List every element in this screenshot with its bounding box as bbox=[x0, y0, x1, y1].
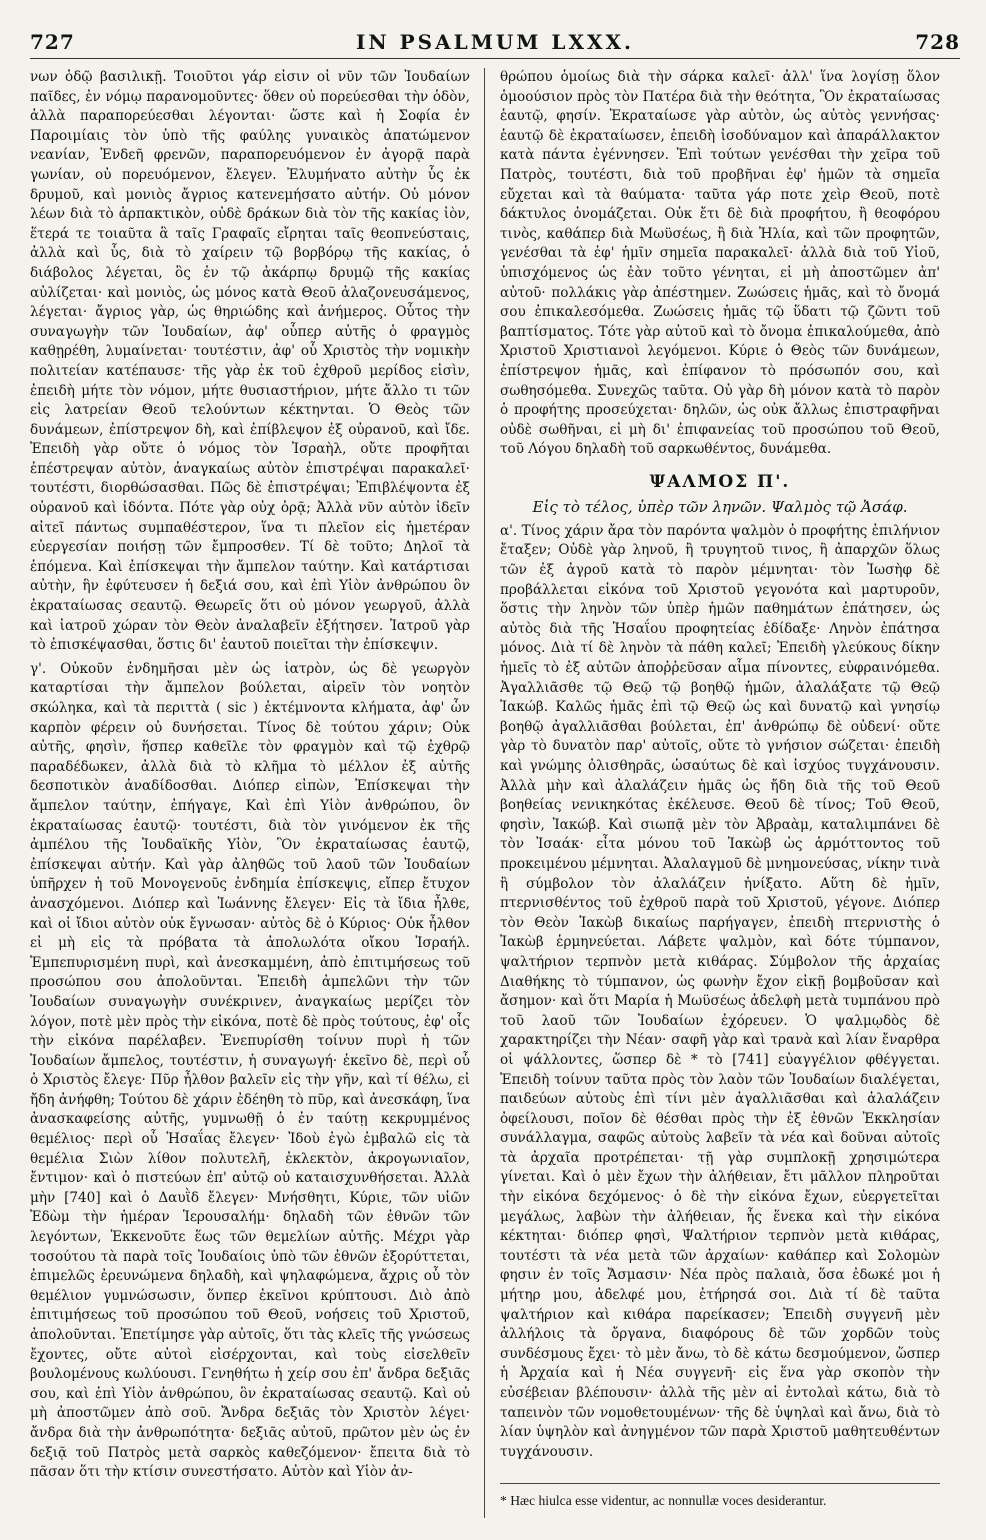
right-column bbox=[500, 68, 940, 1518]
page-number-left: 727 bbox=[30, 30, 75, 54]
psalm-heading: ΨΑΛΜΟΣ Π'. bbox=[649, 471, 791, 492]
text-columns bbox=[30, 68, 960, 1518]
right-paragraph-1: θρώπου ὁμοίως διὰ τὴν σάρκα καλεῖ· ἀλλ' ἵνα λογίσῃ ὅλον ὁμοούσιον πρὸς τὸν Πατέρα διὰ τὴν θεότητα, Ὃν ἐκραταίωσας ἑαυτῷ, φησίν. Ἐκραταίωσε γὰρ αὐτὸν, ὡς αὐτὸς γεννήσας· ἑαυτῷ δὲ ἐκραταίωσεν, ἐπειδὴ ἰσοδύναμον καὶ ἀπαράλλακτον κατὰ πάντα ἐγέννησεν. Ἐπὶ τούτων γενέσθαι τὴν χεῖρα τοῦ Πατρὸς, τουτέστι, διὰ τοῦ προβῆναι ἐφ' ἡμῶν τὰ σημεῖα εὔχεται καὶ τὰ θαύματα· ταῦτα γάρ ποτε χεὶρ Θεοῦ, ποτὲ δάκτυλος ὀνομάζεται. Οὐκ ἔτι δὲ διὰ προφήτου, ἢ θεοφόρου τινὸς, καθάπερ διὰ Μωϋσέως, ἢ διὰ Ἠλία, καὶ τῶν προφητῶν, γενέσθαι τὰ ἐφ' ἡμῖν σημεῖα παρακαλεῖ· ἀλλὰ διὰ τοῦ Υἱοῦ, ὑπισχόμενος ὡς ἐὰν τοῦτο γένηται, εἰ μὴ ἀποστῶμεν ἀπ' αὐτοῦ· πολλάκις γὰρ ἀπέστημεν. Ζωώσεις ἡμᾶς, καὶ τὸ ὄνομά σου ἐπικαλεσόμεθα. Ζωώσεις ἡμᾶς τῷ ὕδατι τῷ ζῶντι τοῦ βαπτίσματος. Τότε γὰρ αὐτοῦ καὶ τὸ ὄνομα ἐπικαλούμεθα, ἀπὸ Χριστοῦ Χριστιανοὶ λεγόμενοι. Κύριε ὁ Θεὸς τῶν δυνάμεων, ἐπίστρεψον ἡμᾶς, καὶ ἐπίφανον τὸ πρόσωπόν σου, καὶ σωθησόμεθα. Συνεχῶς ταῦτα. Οὐ γὰρ δὴ μόνον κατὰ τὸ παρὸν ὁ προφήτης προσεύχεται· δηλῶν, ὡς οὐκ ἄλλως ἐπιστραφῆναι οὐδὲ σωθῆναι, εἰ μὴ δι' ἐπιφανείας τοῦ προσώπου τοῦ Θεοῦ, τοῦ Λόγου δηλαδὴ τοῦ σαρκωθέντος, δυνάμεθα. bbox=[500, 69, 940, 458]
footnote-text: * Hæc hiulca esse videntur, ac nonnullæ voces desiderantur. bbox=[500, 1493, 827, 1508]
psalm-subtitle: Εἰς τὸ τέλος, ὑπὲρ τῶν ληνῶν. Ψαλμὸς τῷ Ἀσάφ. bbox=[532, 497, 908, 516]
column-divider bbox=[484, 68, 485, 1518]
page bbox=[30, 28, 960, 1518]
left-paragraph-1: νων ὁδῷ βασιλικῇ. Τοιοῦτοι γάρ εἰσιν οἱ νῦν τῶν Ἰουδαίων παῖδες, ἐν νόμῳ παρανομοῦντες· ὅθεν οὐ πορεύεσθαι τὴν ὁδὸν, ἀλλὰ παραπορεύεσθαι λέγονται· ὥστε καὶ ἡ Σοφία ἐν Παροιμίαις τὸν ὑπὸ τῆς φαύλης γυναικὸς ἀπατώμενον νεανίαν, Ἐνδεῆ φρενῶν, παραπορευόμενον ἐν ἀγορᾷ παρὰ γωνίαν, οὐ πορευόμενον, ἔλεγεν. Ἐλυμήνατο αὐτὴν ὗς ἐκ δρυμοῦ, καὶ μονιὸς ἄγριος κατενεμήσατο αὐτήν. Οὐ μόνον λέων διὰ τὸ ἁρπακτικὸν, οὐδὲ δράκων διὰ τὸν τῆς κακίας ἰὸν, ἕτερά τε τοιαῦτα ἃ ταῖς Γραφαῖς εἴρηται ταῖς θεοπνεύσταις, ἀλλὰ καὶ ὗς, διὰ τὸ χαίρειν τῷ βορβόρῳ τῆς κακίας, ὁ διάβολος λέγεται, ὃς ἐν τῷ ἀκάρπῳ δρυμῷ τῆς κακίας αὐλίζεται· καὶ μονιὸς, ὡς μόνος κατὰ Θεοῦ ἀλαζονευσάμενος, λέγεται· ἄγριος γὰρ, ὡς θηριώδης καὶ ἀνήμερος. Οὗτος τὴν συναγωγὴν τῶν Ἰουδαίων, ἀφ' οὗπερ αὐτῆς ὁ φραγμὸς καθῃρέθη, λυμαίνεται· τουτέστιν, ἀφ' οὗ Χριστὸς τὴν νομικὴν πολιτείαν κατέπαυσε· τῆς γὰρ ἐκ τοῦ ἐχθροῦ μερίδος εἰσὶν, ἐπειδὴ μήτε τὸν νόμον, μήτε θυσιαστήριον, μήτε ἄλλο τι τῶν εἰς λατρείαν Θεοῦ τελούντων κέκτηνται. Ὁ Θεὸς τῶν δυνάμεων, ἐπίστρεψον δὴ, καὶ ἐπίβλεψον ἐξ οὐρανοῦ, καὶ ἴδε. Ἐπειδὴ γὰρ οὔτε ὁ νόμος τὸν Ἰσραὴλ, οὔτε προφῆται ἐπέστρεψαν αὐτὸν, ἀναγκαίως αὐτὸν ἐπιστρέψαι παρακαλεῖ· τουτέστι, διορθώσασθαι. Πῶς δὲ ἐπιστρέψαι; Ἐπιβλέψοντα ἐξ οὐρανοῦ καὶ ἰδόντα. Πότε γὰρ οὐχ ὁρᾷ; Ἀλλὰ νῦν αὐτὸν ἰδεῖν αἰτεῖ πάντως συμπαθέστερον, ἵνα τι πλεῖον εἰς ἡμετέραν εὐεργεσίαν ποιήσῃ τῶν ἔμπροσθεν. Τί δὲ τοῦτο; Δηλοῖ τὰ ἑπόμενα. Καὶ ἐπίσκεψαι τὴν ἄμπελον ταύτην. Καὶ κατάρτισαι αὐτὴν, ἣν ἐφύτευσεν ἡ δεξιά σου, καὶ ἐπὶ Υἱὸν ἀνθρώπου ὃν ἐκραταίωσας σεαυτῷ. Θεωρεῖς ὅτι οὐ μόνον γεωργοῦ, ἀλλὰ καὶ ἰατροῦ χώραν τὸν Θεὸν ἀναλαβεῖν ἐξήτησεν. Ἰατροῦ γὰρ τὸ ἐπισκέψασθαι, ὅστις δι' ἑαυτοῦ ποιεῖται τὴν ἐπίσκεψιν. bbox=[30, 69, 470, 654]
left-paragraph-2: γ'. Οὐκοῦν ἐνδημῆσαι μὲν ὡς ἰατρὸν, ὡς δὲ γεωργὸν καταρτίσαι τὴν ἄμπελον βούλεται, αἱρεῖν τὸν νοητὸν σκώληκα, καὶ τὰ περιττὰ ( sic ) ἐκτέμνοντα κλήματα, ἀφ' ὧν καρπὸν φέρειν οὐ δυνήσεται. Τίνος δὲ τούτου χάριν; Οὐκ αὐτῆς, φησὶν, ἥσπερ καθεῖλε τὸν φραγμὸν καὶ τῷ ἐχθρῷ παραδέδωκεν, ἀλλὰ διὰ τὸ κλῆμα τὸ μέλλον ἐξ αὐτῆς δεσποτικὸν ἀναδίδοσθαι. Διόπερ εἰπὼν, Ἐπίσκεψαι τὴν ἄμπελον ταύτην, ἐπήγαγε, Καὶ ἐπὶ Υἱὸν ἀνθρώπου, ὃν ἐκραταίωσας ἑαυτῷ· τουτέστι, διὰ τὸν γινόμενον ἐκ τῆς ἀμπέλου τῆς Ἰουδαϊκῆς Υἱὸν, Ὃν ἐκραταίωσας ἑαυτῷ, ἐπίσκεψαι αὐτήν. Καὶ γὰρ ἀληθῶς τοῦ λαοῦ τῶν Ἰουδαίων ὑπῆρχεν ἡ τοῦ Μονογενοῦς ἐνδημία ἐπίσκεψις, εἴπερ ἔτυχον ἀνασχόμενοι. Διόπερ καὶ Ἰωάννης ἔλεγεν· Εἰς τὰ ἴδια ἦλθε, καὶ οἱ ἴδιοι αὐτὸν οὐκ ἔγνωσαν· αὐτὸς δὲ ὁ Κύριος· Οὐκ ἦλθον εἰ μὴ εἰς τὰ πρόβατα τὰ ἀπολωλότα οἴκου Ἰσραήλ. Ἐμπεπυρισμένη πυρὶ, καὶ ἀνεσκαμμένη, ἀπὸ ἐπιτιμήσεως τοῦ προσώπου σου ἀπολοῦνται. Ἐπειδὴ ἀμπελῶνι τὴν τῶν Ἰουδαίων συναγωγὴν συνέκρινεν, ἀναγκαίως μερίζει τὸν λόγον, ποτὲ μὲν πρὸς τὴν εἰκόνα, ποτὲ δὲ πρὸς τούτους, ἐφ' οἷς τὴν εἰκόνα παρέλαβεν. Ἐνεπυρίσθη τοίνυν πυρὶ ἡ τῶν Ἰουδαίων ἄμπελος, τουτέστιν, ἡ συναγωγή· ἐκεῖνο δὲ, περὶ οὗ ὁ Χριστὸς ἔλεγε· Πῦρ ἦλθον βαλεῖν εἰς τὴν γῆν, καὶ τί θέλω, εἰ ἤδη ἀνήφθη; Τούτου δὲ χάριν ἐδέηθη τὸ πῦρ, καὶ ἀνεσκάφη, ἵνα ἀνασκαφείσης αὐτῆς, γυμνωθῇ ὁ ἐν ταύτῃ κεκρυμμένος θεμέλιος· περὶ οὗ Ἡσαΐας ἔλεγεν· Ἰδοὺ ἐγὼ ἐμβαλῶ εἰς τὰ θεμέλια Σιὼν λίθον πολυτελῆ, ἐκλεκτὸν, ἀκρογωνιαῖον, ἔντιμον· καὶ ὁ πιστεύων ἐπ' αὐτῷ οὐ καταισχυνθήσεται. Ἀλλὰ μὴν [740] καὶ ὁ Δαυῒδ ἔλεγεν· Μνήσθητι, Κύριε, τῶν υἱῶν Ἐδὼμ τὴν ἡμέραν Ἱερουσαλήμ· δηλαδὴ τῶν ἐθνῶν τῶν λεγόντων, Ἐκκενοῦτε ἕως τῶν θεμελίων αὐτῆς. Μέχρι γὰρ τοσούτου τὰ παρὰ τοῖς Ἰουδαίοις ὑπὸ τῶν ἐθνῶν ἐξορύττεται, ἐπιμελῶς ἐρευνώμενα δηλαδὴ, καὶ ψηλαφώμενα, ἄχρις οὗ τὸν θεμέλιον γυμνώσωσιν, ὅνπερ ἐκεῖνοι κρύπτουσι. Διὸ ἀπὸ ἐπιτιμήσεως τοῦ προσώπου τοῦ Θεοῦ, νοήσεις τοῦ Χριστοῦ, ἀπολοῦνται. Ἐπετίμησε γὰρ αὐτοῖς, ὅτι τὰς κλεῖς τῆς γνώσεως ἔχοντες, οὔτε αὐτοὶ εἰσέρχονται, καὶ τοὺς εἰσελθεῖν βουλομένους κωλύουσι. Γενηθήτω ἡ χείρ σου ἐπ' ἄνδρα δεξιᾶς σου, καὶ ἐπὶ Υἱὸν ἀνθρώπου, ὃν ἐκραταίωσας σεαυτῷ. Καὶ οὐ μὴ ἀποστῶμεν ἀπὸ σοῦ. Ἄνδρα δεξιᾶς τὸν Χριστὸν λέγει· ἄνδρα διὰ τὴν ἀνθρωπότητα· δεξιᾶς αὐτοῦ, πρῶτον μὲν ὡς ἐν δεξιᾷ τοῦ Πατρὸς μετὰ σαρκὸς καθεζόμενον· ἔπειτα διὰ τὸ πᾶσαν ὅτι τὴν κτίσιν συνεστήσατο. Αὐτὸν καὶ Υἱὸν ἀν- bbox=[30, 660, 470, 1481]
right-paragraph-2: α'. Τίνος χάριν ἄρα τὸν παρόντα ψαλμὸν ὁ προφήτης ἐπιλήνιον ἔταξεν; Οὐδὲ γὰρ ληνοῦ, ἢ τρυγητοῦ τινος, ἢ ἀπαρχῶν ὅλως τῶν ἐξ ἀγροῦ κατὰ τὸ παρὸν μέμνηται· τὸν Ἰωσὴφ δὲ προβάλλεται εἰκόνα τοῦ Χριστοῦ γεγονότα καὶ μαρτυροῦν, ὅστις τὴν ληνὸν τῶν ὑπὲρ ἡμῶν παθημάτων ἐπάτησεν, ὡς αὐτὸς διὰ τῆς Ἡσαΐου προφητείας ἐδίδαξε· Ληνὸν ἐπάτησα μόνος. Διὰ τί δὲ ληνὸν τὰ πάθη καλεῖ; Ἐπειδὴ γλεύκους δίκην ἡμεῖς τὸ ἐξ αὐτῶν ἀποῤῥεῦσαν αἷμα πίνοντες, εὐφραινόμεθα. Ἀγαλλιᾶσθε τῷ Θεῷ τῷ βοηθῷ ἡμῶν, ἀλαλάξατε τῷ Θεῷ Ἰακώβ. Καλῶς ἡμᾶς ἐπὶ τῷ Θεῷ ὡς καὶ δυνατῷ καὶ γνησίῳ βοηθῷ ἀγαλλιᾶσθαι βούλεται, ἐπ' ἀνθρώπῳ δὲ οὐδενί· οὔτε γὰρ τὸ δυνατὸν παρ' αὐτοῖς, οὔτε τὸ γνήσιον σώζεται· ἐπειδὴ καὶ γνώμης ὀλισθηρᾶς, ὡσαύτως δὲ καὶ ἰσχύος τυγχάνουσιν. Ἀλλὰ μὴν καὶ ἀλαλάζειν ἡμᾶς ὡς ἤδη διὰ τῆς τοῦ Θεοῦ βοηθείας νενικηκότας ἐκέλευσε. Θεοῦ δὲ τίνος; Τοῦ Θεοῦ, φησὶν, Ἰακώβ. Καὶ σιωπᾷ μὲν τὸν Ἀβραὰμ, καταλιμπάνει δὲ τὸν Ἰσαάκ· εἶτα μόνου τοῦ Ἰακὼβ ὡς ἁρμόττοντος τοῦ προκειμένου μέμνηται. Ἀλαλαγμοῦ δὲ μνημονεύσας, νίκην τινὰ ἢ σύμβολον τὸν ἀλαλάζειν ἠνίξατο. Αὕτη δὲ ἡμῖν, πτερνισθέντος τοῦ ἐχθροῦ παρὰ τοῦ Χριστοῦ, γέγονε. Διόπερ τὸν Θεὸν Ἰακὼβ δικαίως παρήγαγεν, ἐπειδὴ πτερνιστὴς ὁ Ἰακὼβ ἑρμηνεύεται. Λάβετε ψαλμὸν, καὶ δότε τύμπανον, ψαλτήριον τερπνὸν μετὰ κιθάρας. Σύμβολον τῆς ἀρχαίας Διαθήκης τὸ τύμπανον, ὡς φωνὴν ἔχον εἰκῇ βομβοῦσαν καὶ ἄσημον· καὶ ὅτι Μαρία ἡ Μωϋσέως ἀδελφὴ μετὰ τυμπάνου πρὸ τοῦ λαοῦ τῶν Ἰουδαίων ἐχόρευεν. Ὁ ψαλμῳδὸς δὲ χαρακτηρίζει τὴν Νέαν· σαφῆ γὰρ καὶ τρανὰ καὶ λίαν ἔναρθρα οἱ ψάλλοντες, ὥσπερ δὲ * τὸ [741] εὐαγγέλιον φθέγγεται. Ἐπειδὴ τοίνυν ταῦτα πρὸς τὸν λαὸν τῶν Ἰουδαίων διαλέγεται, παιδεύων αὐτοὺς ἐπὶ τίνι μὲν ἀγαλλιᾶσθαι καὶ ἀλαλάζειν ὀφείλουσι, ποῖον δὲ θέσθαι πρὸς τὴν ἐξ ἐθνῶν Ἐκκλησίαν συνάλλαγμα, σαφῶς αὐτοὺς λαβεῖν τὰ νέα καὶ δοῦναι αὐτοῖς τὰ ἀρχαῖα προτρέπεται· τῇ γὰρ συμπλοκῇ χρησιμώτερα γίνεται. Καὶ ὁ μὲν ἔχων τὴν ἀλήθειαν, ἔτι μᾶλλον πληροῦται τὴν εἰκόνα δεχόμενος· ὁ δὲ τὴν εἰκόνα ἔχων, εὐεργετεῖται μεγάλως, λαβὼν τὴν ἀλήθειαν, ἧς ἕνεκα καὶ τὴν εἰκόνα κέκτηται· διόπερ φησὶ, Ψαλτήριον τερπνὸν μετὰ κιθάρας, τουτέστι τὰ νέα μετὰ τῶν ἀρχαίων· καθάπερ καὶ Σολομὼν φησιν ἐν τοῖς Ἄσμασιν· Νέα πρὸς παλαιὰ, ὅσα ἐδωκέ μοι ἡ μήτηρ μου, ἀδελφέ μου, ἐτήρησά σοι. Διὰ τί δὲ ταῦτα ψαλτήριον καὶ κιθάρα παρείκασεν; Ἐπειδὴ συγγενῆ μὲν ἀλλήλοις τὰ ὄργανα, διαφόρους δὲ τῶν χορδῶν τοὺς συνδέσμους ἔχει· τὸ μὲν ἄνω, τὸ δὲ κάτω δεσμούμενον, ὥσπερ ἡ Ἀρχαία καὶ ἡ Νέα συγγενῆ· εἰς ἕνα γὰρ σκοπὸν τὴν εὐσέβειαν βλέπουσιν· ἀλλὰ τῆς μὲν αἱ ἐντολαὶ κάτω, διὰ τὸ ταπεινὸν τῶν νομοθετουμένων· τῆς δὲ ὑψηλαὶ καὶ ἄνω, διὰ τὸ λίαν ὑψηλὸν καὶ ἀνηγμένον τῶν παρὰ Χριστοῦ μαθητευθέντων τυγχάνουσιν. bbox=[500, 522, 940, 1460]
left-column bbox=[30, 68, 470, 1518]
footnote bbox=[500, 1483, 940, 1514]
page-number-right: 728 bbox=[915, 30, 960, 54]
running-title: IN PSALMUM LXXX. bbox=[356, 30, 634, 54]
page-header bbox=[30, 28, 960, 59]
